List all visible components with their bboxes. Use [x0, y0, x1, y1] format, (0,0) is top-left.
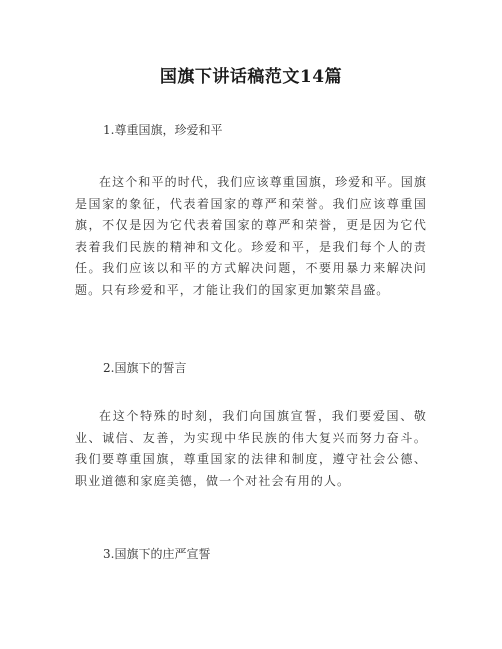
section-heading-3: 3.国旗下的庄严宣誓 — [103, 547, 211, 561]
section-heading-1: 1.尊重国旗，珍爱和平 — [103, 123, 223, 137]
section-paragraph-1: 在这个和平的时代，我们应该尊重国旗，珍爱和平。国旗是国家的象征，代表着国家的尊严和荣誉。我们应该尊重国旗，不仅是因为它代表着国家的尊严和荣誉，更是因为它代表着我们民族的精神和文化。珍爱和平，是我们每个人的责任。我们应该以和平的方式解决问题，不要用暴力来解决问题。只有珍爱和平，才能让我们的国家更加繁荣昌盛。 — [75, 175, 427, 297]
section-paragraph-2: 在这个特殊的时刻，我们向国旗宣誓，我们要爱国、敬业、诚信、友善，为实现中华民族的伟大复兴而努力奋斗。我们要尊重国旗，尊重国家的法律和制度，遵守社会公德、职业道德和家庭美德，做一个对社会有用的人。 — [75, 409, 427, 488]
document-title: 国旗下讲话稿范文14篇 — [159, 67, 343, 87]
section-heading-2: 2.国旗下的誓言 — [103, 361, 187, 375]
